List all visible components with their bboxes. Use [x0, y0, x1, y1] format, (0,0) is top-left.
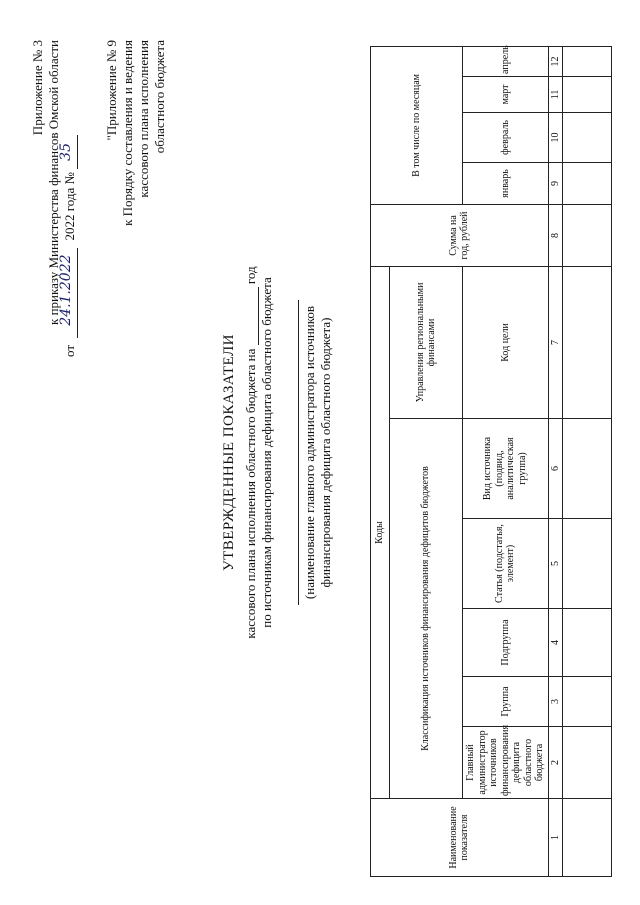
admin-caption-2: финансирования дефицита областного бюджета) [318, 317, 333, 588]
header-indicator: Наименование показателя [371, 799, 549, 877]
column-number: 10 [548, 112, 563, 162]
column-number: 6 [548, 419, 563, 519]
indicators-table [370, 46, 612, 877]
order-line: к приказу Министерства финансов Омской области [46, 40, 61, 325]
column-number: 1 [548, 799, 563, 877]
year-blank [243, 287, 259, 345]
column-number: 3 [548, 677, 563, 727]
header-by-months: В том числе по месяцам [371, 46, 463, 204]
table-row [563, 46, 612, 876]
document-title: УТВЕРЖДЕННЫЕ ПОКАЗАТЕЛИ [221, 333, 237, 572]
number-field [58, 135, 78, 169]
appendix-line: Приложение № 3 [30, 40, 45, 136]
header-admin: Главный администратор источников финансирования дефицита областного бюджета [463, 727, 549, 799]
table-cell [563, 677, 612, 727]
table-cell [563, 112, 612, 162]
table-cell [563, 76, 612, 112]
from-label: от [62, 344, 77, 357]
header-sum: Сумма на год, рублей [371, 204, 549, 266]
procedure-line-2: кассового плана исполнения [136, 40, 151, 198]
date-field [58, 248, 78, 338]
header-source-type: Вид источника (подвид, аналитическая группа) [463, 419, 549, 519]
title-line-2-end: год [243, 266, 258, 285]
header-month-feb: февраль [463, 112, 549, 162]
quote-appendix: "Приложение № 9 [104, 40, 119, 141]
column-number: 7 [548, 266, 563, 418]
header-month-apr: апрель [463, 46, 549, 76]
column-number: 4 [548, 609, 563, 677]
column-number: 5 [548, 519, 563, 609]
header-month-jan: январь [463, 162, 549, 204]
table-cell [563, 609, 612, 677]
admin-name-line [298, 300, 299, 605]
header-codes: Коды [371, 266, 390, 798]
procedure-line-3: областного бюджета [152, 40, 167, 154]
column-number: 2 [548, 727, 563, 799]
header-subgroup: Подгруппа [463, 609, 549, 677]
table-cell [563, 204, 612, 266]
column-number: 8 [548, 204, 563, 266]
number-handwritten: 35 [58, 142, 74, 161]
header-group: Группа [463, 677, 549, 727]
table-cell [563, 162, 612, 204]
header-article: Статья (подстатья, элемент) [463, 519, 549, 609]
year-text: 2022 года № [62, 172, 77, 241]
order-date-row [58, 135, 78, 357]
procedure-line-1: к Порядку составления и ведения [120, 40, 135, 226]
table-cell [563, 419, 612, 519]
title-line-2 [243, 0, 259, 905]
table-cell [563, 519, 612, 609]
header-classification: Классификация источников финансирования дефицитов бюджетов [390, 419, 463, 799]
column-number: 12 [548, 46, 563, 76]
column-number: 9 [548, 162, 563, 204]
table-cell [563, 46, 612, 76]
header-month-mar: март [463, 76, 549, 112]
header-regional-mgmt: Управления региональными финансами [390, 266, 463, 418]
table-cell [563, 266, 612, 418]
title-line-2-start: кассового плана исполнения областного бюджета на [243, 348, 258, 639]
header-target-code: Код цели [463, 266, 549, 418]
date-handwritten: 24.1.2022 [58, 254, 74, 326]
title-line-3: по источникам финансирования дефицита областного бюджета [259, 277, 274, 628]
table-cell [563, 799, 612, 877]
column-number: 11 [548, 76, 563, 112]
admin-caption-1: (наименование главного администратора источников [302, 305, 317, 600]
table-cell [563, 727, 612, 799]
